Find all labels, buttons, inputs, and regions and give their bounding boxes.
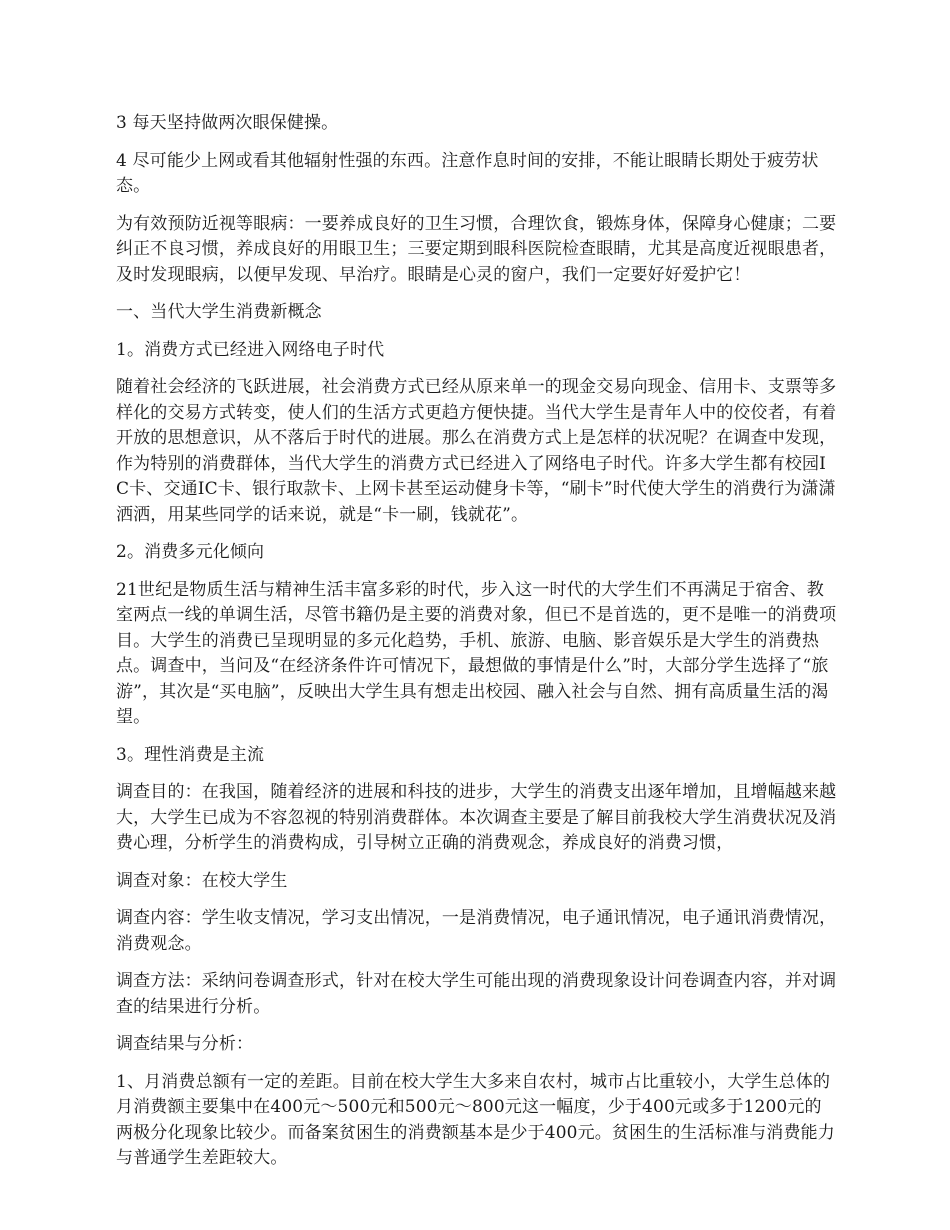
paragraph-reduce-screen-time: 4 尽可能少上网或看其他辐射性强的东西。注意作息时间的安排，不能让眼睛长期处于疲劳状态。 — [116, 150, 819, 196]
paragraph-survey-purpose: 调查目的：在我国，随着经济的进展和科技的进步，大学生的消费支出逐年增加，且增幅越来越大，大学生已成为不容忽视的特别消费群体。本次调查主要是了解目前我校大学生消费状况及消费心理，分析学生的消费构成，引导树立正确的消费观念，养成良好的消费习惯， — [116, 782, 837, 853]
paragraph-electronic-payment: 随着社会经济的飞跃进展，社会消费方式已经从原来单一的现金交易向现金、信用卡、支票等多样化的交易方式转变，使人们的生活方式更趋方便快捷。当代大学生是青年人中的佼佼者，有着开放的思想意识，从不落后于时代的进展。那么在消费方式上是怎样的状况呢？在调查中发现，作为特别的消费群体，当代大学生的消费方式已经进入了网络电子时代。许多大学生都有校园IC卡、交通IC卡、银行取款卡、上网卡甚至运动健身卡等，“刷卡”时代使大学生的消费行为潇潇洒洒，用某些同学的话来说，就是“卡一刷，钱就花”。 — [116, 377, 837, 525]
subheading-diversified-consumption: 2。消费多元化倾向 — [116, 542, 265, 562]
paragraph-survey-subject: 调查对象：在校大学生 — [116, 870, 288, 891]
paragraph-survey-method: 调查方法：采纳问卷调查形式，针对在校大学生可能出现的消费现象设计问卷调查内容，并对调查的结果进行分析。 — [116, 971, 837, 1017]
paragraph-monthly-spending: 1、月消费总额有一定的差距。目前在校大学生大多来自农村，城市占比重较小，大学生总体的月消费额主要集中在400元～500元和500元～800元这一幅度，少于400元或多于1200元的两极分化现象比较少。而备案贫困生的消费额基本是少于400元。贫困生的生活标准与消费能力与普通学生差距较大。 — [116, 1071, 835, 1168]
subheading-rational-consumption: 3。理性消费是主流 — [116, 744, 265, 765]
paragraph-eye-exercise: 3 每天坚持做两次眼保健操。 — [116, 113, 339, 133]
subheading-electronic-era: 1。消费方式已经进入网络电子时代 — [116, 339, 385, 360]
paragraph-survey-content: 调查内容：学生收支情况，学习支出情况，一是消费情况，电子通讯情况，电子通讯消费情况，消费观念。 — [116, 908, 837, 954]
document-body — [116, 111, 838, 1184]
section-heading-consumption-concept: 一、当代大学生消费新概念 — [116, 302, 322, 322]
paragraph-survey-results-heading: 调查结果与分析： — [116, 1034, 254, 1054]
paragraph-diversified-consumption: 21世纪是物质生活与精神生活丰富多彩的时代，步入这一时代的大学生们不再满足于宿舍、教室两点一线的单调生活，尽管书籍仍是主要的消费对象，但已不是首选的，更不是唯一的消费项目。大学生的消费已呈现明显的多元化趋势，手机、旅游、电脑、影音娱乐是大学生的消费热点。调查中，当问及“在经济条件许可情况下，最想做的事情是什么”时，大部分学生选择了“旅游”，其次是“买电脑”，反映出大学生具有想走出校园、融入社会与自然、拥有高质量生活的渴望。 — [116, 579, 837, 727]
paragraph-eye-disease-prevention: 为有效预防近视等眼病：一要养成良好的卫生习惯，合理饮食，锻炼身体，保障身心健康；二要纠正不良习惯，养成良好的用眼卫生；三要定期到眼科医院检查眼睛，尤其是高度近视眼患者，及时发现眼病，以便早发现、早治疗。眼睛是心灵的窗户，我们一定要好好爱护它！ — [116, 213, 837, 285]
